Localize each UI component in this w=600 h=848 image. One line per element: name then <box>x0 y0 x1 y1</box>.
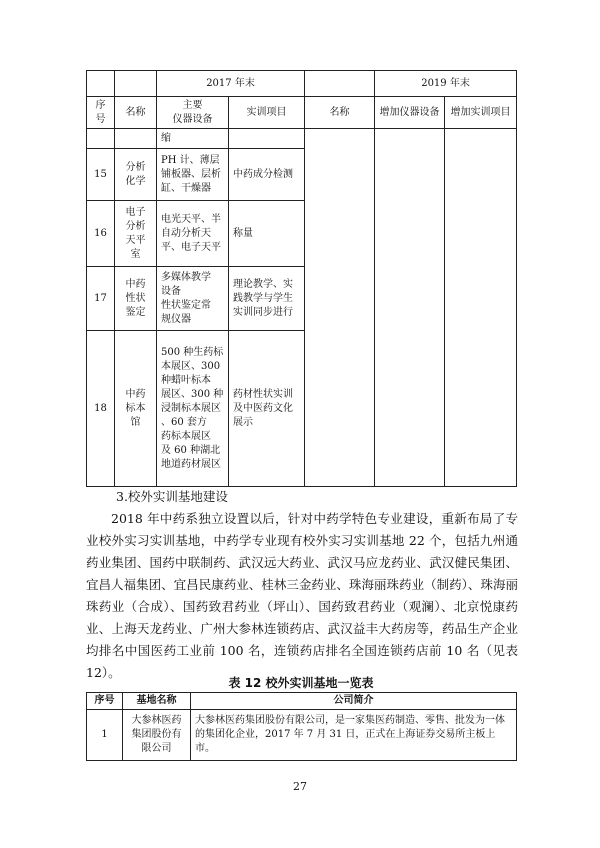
training-base-table <box>86 692 517 761</box>
row-no: 15 <box>87 149 115 201</box>
row-project: 称量 <box>229 201 305 267</box>
row-base-name: 大参林医药 集团股份有 限公司 <box>123 710 191 761</box>
row-name: 电子 分析 天平 室 <box>115 201 157 267</box>
table-cell <box>229 129 305 149</box>
year-2017-header: 2017 年末 <box>157 71 305 97</box>
blank-header-cell <box>87 71 115 97</box>
row-equipment: 500 种生药标 本展区、300 种蜡叶标本 展区、300 种 浸制标本展区 、60 套方 药标本展区 及 60 种湖北 地道药材展区 <box>157 331 229 487</box>
table-title: 表 12 校外实训基地一览表 <box>228 676 374 690</box>
year-2019-header: 2019 年末 <box>375 71 517 97</box>
col-header-name-2019: 名称 <box>305 97 375 129</box>
row-name: 分析 化学 <box>115 149 157 201</box>
empty-2019-cell <box>305 129 375 487</box>
row-no: 1 <box>87 710 123 761</box>
page-number: 27 <box>293 780 307 793</box>
col-header-equipment: 主要 仪器设备 <box>157 97 229 129</box>
row-project: 药材性状实训 及中医药文化 展示 <box>229 331 305 487</box>
body-paragraph: 2018 年中药系独立设置以后，针对中药学特色专业建设，重新布局了专业校外实习实训基地，中药学专业现有校外实习实训基地 22 个，包括九州通药业集团、国药中联制药、武汉远大药业、武汉马应龙药业、武汉健民集团、宜昌人福集团、宜昌民康药业、桂林三金药业、珠海丽珠药业（制药）、珠海丽珠药业（合成）、国药致君药业（坪山）、国药致君药业（观澜）、北京悦康药业、上海天龙药业、广州大参林连锁药店、武汉益丰大药房等，药品生产企业均排名中国医药工业前 100 名，连锁药店排名全国连锁药店前 10 名（见表 12）。 <box>86 511 518 680</box>
row-no: 18 <box>87 331 115 487</box>
carry-over-cell: 缩 <box>157 129 229 149</box>
col-header-name: 名称 <box>115 97 157 129</box>
row-no: 17 <box>87 267 115 331</box>
row-equipment: PH 计、薄层 铺板器、层析 缸、干燥器 <box>157 149 229 201</box>
blank-header-cell <box>115 71 157 97</box>
row-project: 中药成分检测 <box>229 149 305 201</box>
row-intro: 大参林医药集团股份有限公司，是一家集医药制造、零售、批发为一体的集团化企业，2017 年 7 月 31 日，正式在上海证券交易所主板上市。 <box>191 710 517 761</box>
row-equipment: 多媒体教学 设备 性状鉴定常 规仪器 <box>157 267 229 331</box>
blank-header-cell <box>305 71 375 97</box>
section-heading: 3.校外实训基地建设 <box>116 489 228 504</box>
empty-2019-cell <box>445 129 517 487</box>
row-no: 16 <box>87 201 115 267</box>
empty-2019-cell <box>375 129 445 487</box>
table-cell <box>87 129 115 149</box>
lab-equipment-table <box>86 70 517 487</box>
row-name: 中药 标本 馆 <box>115 331 157 487</box>
col-header-project: 实训项目 <box>229 97 305 129</box>
row-name: 中药 性状 鉴定 <box>115 267 157 331</box>
col-header-seq: 序号 <box>87 693 123 710</box>
row-project: 理论教学、实 践教学与学生 实训同步进行 <box>229 267 305 331</box>
col-header-base-name: 基地名称 <box>123 693 191 710</box>
col-header-add-equipment: 增加仪器设备 <box>375 97 445 129</box>
row-equipment: 电光天平、半 自动分析天 平、电子天平 <box>157 201 229 267</box>
col-header-seq: 序 号 <box>87 97 115 129</box>
col-header-intro: 公司简介 <box>191 693 517 710</box>
col-header-add-project: 增加实训项目 <box>445 97 517 129</box>
table-cell <box>115 129 157 149</box>
table-row <box>87 710 517 761</box>
